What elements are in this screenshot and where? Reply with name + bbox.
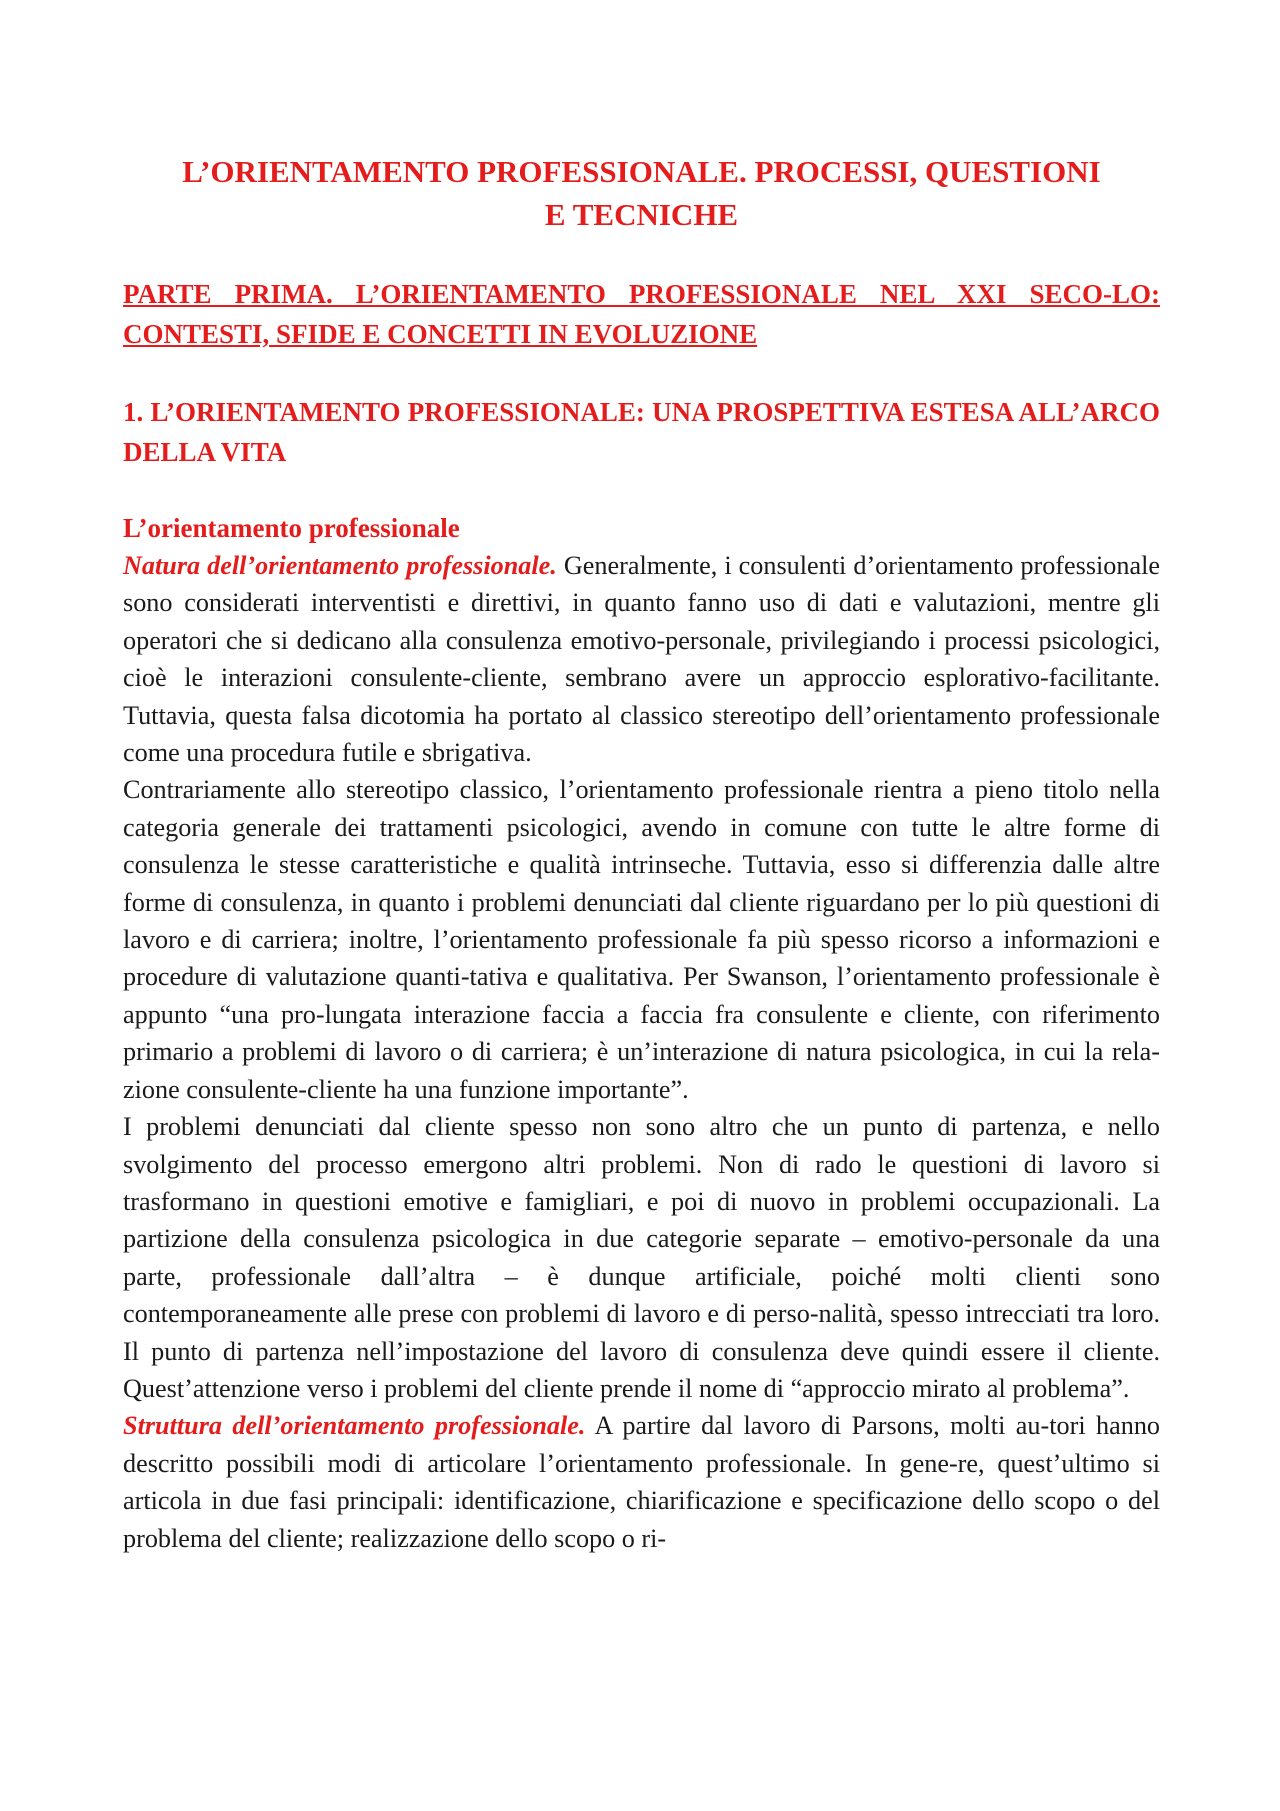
paragraph-natura [123, 547, 1160, 771]
document-title [123, 150, 1160, 236]
paragraph-problemi [123, 1108, 1160, 1407]
runin-heading-natura: Natura dell’orientamento professionale. [123, 551, 557, 580]
paragraph-text: A partire dal lavoro di Parsons, molti au-tori hanno descritto possibili modi di articolare l’orientamento professionale. In gene-re, quest’ultimo si articola in due fasi principali: identificazione, chiarificazione e specificazione dello scopo o del problema del cliente; realizzazione dello scopo o ri- [123, 1411, 1161, 1553]
paragraph-struttura [123, 1407, 1160, 1557]
paragraph-text: Contrariamente allo stereotipo classico, l’orientamento professionale rientra a pieno titolo nella categoria generale dei trattamenti psicologici, avendo in comune con tutte le altre forme di consulenza le stesse caratteristiche e qualità intrinseche. Tuttavia, esso si differenzia dalle altre forme di consulenza, in quanto i problemi denunciati dal cliente riguardano per lo più questioni di lavoro e di carriera; inoltre, l’orientamento professionale fa più spesso ricorso a informazioni e procedure di valutazione quanti-tativa e qualitativa. Per Swanson, l’orientamento professionale è appunto “una pro-lungata interazione faccia a faccia fra consulente e cliente, con riferimento primario a problemi di lavoro o di carriera; è un’interazione di natura psicologica, in cui la rela-zione consulente-cliente ha una funzione importante”. [123, 775, 1160, 1104]
part-heading: PARTE PRIMA. L’ORIENTAMENTO PROFESSIONALE NEL XXI SECO-LO: CONTESTI, SFIDE E CONCETTI IN EVOLUZIONE [123, 279, 1160, 349]
chapter-heading: 1. L’ORIENTAMENTO PROFESSIONALE: UNA PROSPETTIVA ESTESA ALL’ARCO DELLA VITA [123, 397, 1160, 467]
paragraph-text: I problemi denunciati dal cliente spesso non sono altro che un punto di partenza, e nello svolgimento del processo emergono altri problemi. Non di rado le questioni di lavoro si trasformano in questioni emotive e famigliari, e poi di nuovo in problemi occupazionali. La partizione della consulenza psicologica in due categorie separate – emotivo-personale da una parte, professionale dall’altra – è dunque artificiale, poiché molti clienti sono contemporaneamente alle prese con problemi di lavoro e di perso-nalità, spesso intrecciati tra loro. Il punto di partenza nell’impostazione del lavoro di consulenza deve quindi essere il cliente. Quest’attenzione verso i problemi del cliente prende il nome di “approccio mirato al problema”. [123, 1112, 1160, 1403]
document-title-line-2: E TECNICHE [544, 197, 739, 232]
runin-heading-struttura: Struttura dell’orientamento professionale. [123, 1411, 586, 1441]
paragraph-text: Generalmente, i consulenti d’orientamento professionale sono considerati interventisti e direttivi, in quanto fanno uso di dati e valutazioni, mentre gli operatori che si dedicano alla consulenza emotivo-personale, privilegiando i processi psicologici, cioè le interazioni consulente-cliente, sembrano avere un approccio esplorativo-facilitante. Tuttavia, questa falsa dicotomia ha portato al classico stereotipo dell’orientamento professionale come una procedura futile e sbrigativa. [123, 551, 1160, 768]
paragraph-contrariamente [123, 771, 1160, 1108]
section-heading: L’orientamento professionale [123, 513, 460, 543]
document-title-line-1: L’ORIENTAMENTO PROFESSIONALE. PROCESSI, QUESTIONI [182, 154, 1101, 189]
